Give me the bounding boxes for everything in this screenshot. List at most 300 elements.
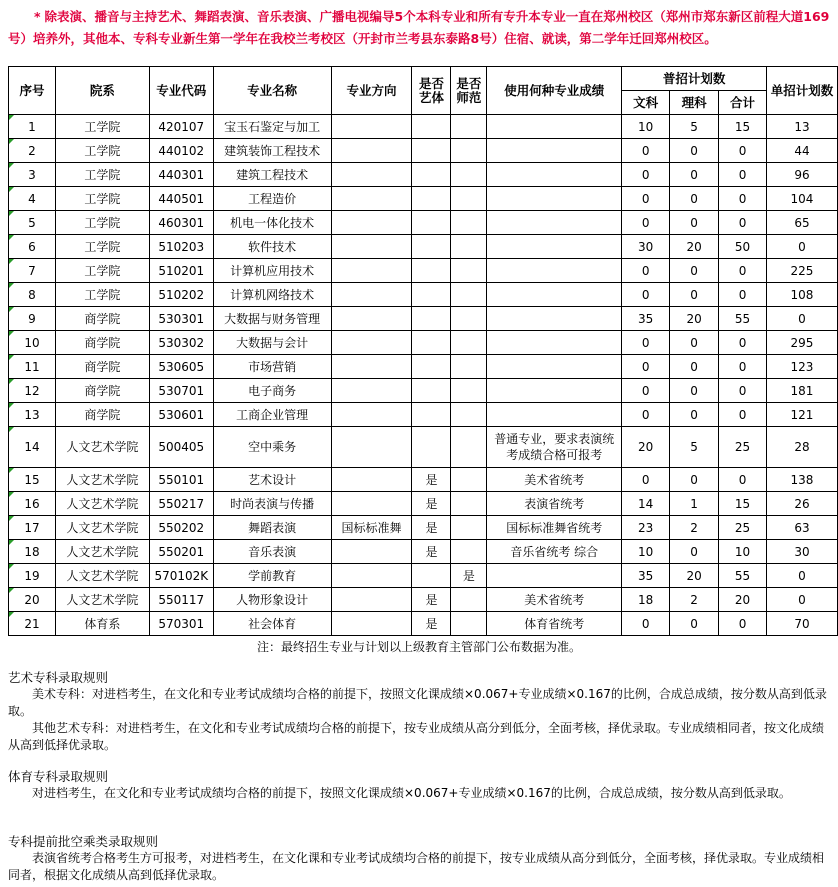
cell-total: 0 <box>719 468 767 492</box>
cell-code: 530302 <box>149 331 213 355</box>
cell-art <box>412 259 451 283</box>
table-row <box>9 588 838 612</box>
cell-science: 0 <box>670 540 719 564</box>
cell-science: 20 <box>670 307 719 331</box>
cell-code: 440301 <box>149 163 213 187</box>
table-row <box>9 235 838 259</box>
cell-art <box>412 139 451 163</box>
cell-score <box>487 307 622 331</box>
cell-name: 宝玉石鉴定与加工 <box>213 115 331 139</box>
header-is-normal: 是否师范 <box>451 67 487 115</box>
cell-score <box>487 403 622 427</box>
cell-code: 420107 <box>149 115 213 139</box>
table-row <box>9 139 838 163</box>
cell-science: 0 <box>670 379 719 403</box>
table-row <box>9 307 838 331</box>
cell-score <box>487 259 622 283</box>
cell-name: 时尚表演与传播 <box>213 492 331 516</box>
art-rules <box>8 669 830 754</box>
table-row <box>9 612 838 636</box>
cell-total: 0 <box>719 331 767 355</box>
cell-total: 0 <box>719 211 767 235</box>
cell-single: 0 <box>766 235 837 259</box>
cell-total: 50 <box>719 235 767 259</box>
notice-text: 除表演、播音与主持艺术、舞蹈表演、音乐表演、广播电视编导5个本科专业和所有专升本专业一直在郑州校区（郑州市郑东新区前程大道169号）培养外，其他本、专科专业新生第一学年在我校兰考校区（开封市兰考县东泰路8号）住宿、就读，第二学年迁回郑州校区。 <box>8 9 830 46</box>
flight-rules <box>8 833 830 884</box>
cell-single: 108 <box>766 283 837 307</box>
cell-normal <box>451 468 487 492</box>
cell-arts: 35 <box>622 564 670 588</box>
cell-score <box>487 235 622 259</box>
cell-normal <box>451 211 487 235</box>
table-row <box>9 379 838 403</box>
cell-art <box>412 115 451 139</box>
cell-normal: 是 <box>451 564 487 588</box>
cell-score: 普通专业，要求表演统考成绩合格可报考 <box>487 427 622 468</box>
cell-art <box>412 379 451 403</box>
cell-code: 510201 <box>149 259 213 283</box>
cell-single: 104 <box>766 187 837 211</box>
sport-rules-title: 体育专科录取规则 <box>8 769 109 784</box>
table-row <box>9 115 838 139</box>
cell-total: 0 <box>719 403 767 427</box>
cell-name: 大数据与会计 <box>213 331 331 355</box>
cell-score: 国标标准舞省统考 <box>487 516 622 540</box>
cell-code: 550101 <box>149 468 213 492</box>
campus-notice <box>8 6 830 50</box>
header-major-name: 专业名称 <box>213 67 331 115</box>
cell-single: 225 <box>766 259 837 283</box>
cell-direction <box>331 540 412 564</box>
cell-name: 计算机网络技术 <box>213 283 331 307</box>
cell-arts: 0 <box>622 259 670 283</box>
cell-arts: 10 <box>622 115 670 139</box>
cell-direction <box>331 259 412 283</box>
cell-name: 人物形象设计 <box>213 588 331 612</box>
cell-name: 工程造价 <box>213 187 331 211</box>
header-total: 合计 <box>719 91 767 115</box>
cell-name: 工商企业管理 <box>213 403 331 427</box>
cell-normal <box>451 403 487 427</box>
cell-total: 0 <box>719 259 767 283</box>
cell-single: 96 <box>766 163 837 187</box>
cell-direction <box>331 427 412 468</box>
cell-name: 舞蹈表演 <box>213 516 331 540</box>
cell-art: 是 <box>412 468 451 492</box>
cell-college: 工学院 <box>55 259 149 283</box>
art-rules-fine-arts: 美术专科：对进档考生，在文化和专业考试成绩均合格的前提下，按照文化课成绩×0.067+专业成绩×0.167的比例，合成总成绩，按分数从高到低录取。 <box>8 687 827 718</box>
cell-total: 15 <box>719 492 767 516</box>
cell-code: 550117 <box>149 588 213 612</box>
cell-score <box>487 331 622 355</box>
flight-rules-title: 专科提前批空乘类录取规则 <box>8 834 159 849</box>
cell-score <box>487 283 622 307</box>
cell-single: 0 <box>766 588 837 612</box>
header-score-type: 使用何种专业成绩 <box>487 67 622 115</box>
cell-arts: 30 <box>622 235 670 259</box>
cell-college: 商学院 <box>55 379 149 403</box>
cell-no: 13 <box>9 403 56 427</box>
cell-college: 人文艺术学院 <box>55 427 149 468</box>
cell-college: 体育系 <box>55 612 149 636</box>
cell-code: 550202 <box>149 516 213 540</box>
cell-single: 44 <box>766 139 837 163</box>
cell-arts: 0 <box>622 331 670 355</box>
cell-art <box>412 355 451 379</box>
art-rules-other: 其他艺术专科：对进档考生，在文化和专业考试成绩均合格的前提下，按专业成绩从高分到低分，全面考核，择优录取。专业成绩相同者，按文化成绩从高到低择优录取。 <box>8 721 825 752</box>
cell-single: 65 <box>766 211 837 235</box>
header-college: 院系 <box>55 67 149 115</box>
cell-name: 机电一体化技术 <box>213 211 331 235</box>
cell-no: 15 <box>9 468 56 492</box>
cell-normal <box>451 283 487 307</box>
cell-single: 0 <box>766 564 837 588</box>
cell-code: 440102 <box>149 139 213 163</box>
cell-college: 人文艺术学院 <box>55 564 149 588</box>
cell-single: 13 <box>766 115 837 139</box>
cell-name: 市场营销 <box>213 355 331 379</box>
cell-score <box>487 379 622 403</box>
table-row <box>9 540 838 564</box>
cell-single: 30 <box>766 540 837 564</box>
cell-science: 0 <box>670 187 719 211</box>
cell-normal <box>451 492 487 516</box>
cell-code: 510203 <box>149 235 213 259</box>
cell-arts: 0 <box>622 403 670 427</box>
cell-college: 商学院 <box>55 331 149 355</box>
cell-science: 0 <box>670 355 719 379</box>
cell-no: 3 <box>9 163 56 187</box>
cell-single: 138 <box>766 468 837 492</box>
cell-score: 体育省统考 <box>487 612 622 636</box>
cell-single: 295 <box>766 331 837 355</box>
cell-single: 181 <box>766 379 837 403</box>
cell-arts: 0 <box>622 355 670 379</box>
cell-normal <box>451 540 487 564</box>
cell-science: 0 <box>670 331 719 355</box>
sport-rules-text: 对进档考生，在文化和专业考试成绩均合格的前提下，按照文化课成绩×0.067+专业成绩×0.167的比例，合成总成绩，按分数从高到低录取。 <box>32 786 791 800</box>
cell-code: 550201 <box>149 540 213 564</box>
cell-direction <box>331 403 412 427</box>
cell-art: 是 <box>412 612 451 636</box>
cell-normal <box>451 139 487 163</box>
cell-science: 0 <box>670 468 719 492</box>
cell-science: 2 <box>670 516 719 540</box>
header-code: 专业代码 <box>149 67 213 115</box>
cell-college: 商学院 <box>55 355 149 379</box>
cell-normal <box>451 427 487 468</box>
cell-science: 20 <box>670 564 719 588</box>
cell-total: 15 <box>719 115 767 139</box>
cell-total: 0 <box>719 163 767 187</box>
cell-code: 530701 <box>149 379 213 403</box>
cell-art <box>412 403 451 427</box>
cell-no: 20 <box>9 588 56 612</box>
cell-score: 美术省统考 <box>487 468 622 492</box>
cell-direction <box>331 379 412 403</box>
table-row <box>9 492 838 516</box>
cell-arts: 0 <box>622 163 670 187</box>
cell-total: 25 <box>719 516 767 540</box>
cell-total: 20 <box>719 588 767 612</box>
cell-college: 人文艺术学院 <box>55 516 149 540</box>
cell-direction <box>331 211 412 235</box>
header-general-plan: 普招计划数 <box>622 67 767 91</box>
table-row <box>9 163 838 187</box>
cell-total: 0 <box>719 139 767 163</box>
cell-normal <box>451 331 487 355</box>
sport-rules <box>8 768 830 802</box>
cell-total: 0 <box>719 187 767 211</box>
cell-no: 8 <box>9 283 56 307</box>
table-row <box>9 427 838 468</box>
cell-total: 10 <box>719 540 767 564</box>
cell-code: 530601 <box>149 403 213 427</box>
cell-score <box>487 115 622 139</box>
cell-science: 0 <box>670 211 719 235</box>
cell-code: 530605 <box>149 355 213 379</box>
cell-arts: 0 <box>622 612 670 636</box>
cell-direction <box>331 564 412 588</box>
table-row <box>9 564 838 588</box>
cell-no: 18 <box>9 540 56 564</box>
cell-college: 人文艺术学院 <box>55 468 149 492</box>
cell-direction <box>331 283 412 307</box>
cell-science: 0 <box>670 163 719 187</box>
cell-art: 是 <box>412 492 451 516</box>
cell-art <box>412 331 451 355</box>
table-row <box>9 403 838 427</box>
cell-code: 510202 <box>149 283 213 307</box>
cell-score <box>487 355 622 379</box>
cell-college: 人文艺术学院 <box>55 492 149 516</box>
cell-single: 28 <box>766 427 837 468</box>
cell-no: 12 <box>9 379 56 403</box>
cell-direction <box>331 492 412 516</box>
cell-name: 建筑工程技术 <box>213 163 331 187</box>
cell-direction <box>331 331 412 355</box>
table-row <box>9 187 838 211</box>
cell-art: 是 <box>412 588 451 612</box>
header-single-plan: 单招计划数 <box>766 67 837 115</box>
cell-normal <box>451 307 487 331</box>
cell-name: 大数据与财务管理 <box>213 307 331 331</box>
cell-direction <box>331 163 412 187</box>
cell-arts: 23 <box>622 516 670 540</box>
cell-total: 0 <box>719 612 767 636</box>
cell-single: 121 <box>766 403 837 427</box>
flight-rules-text: 表演省统考合格考生方可报考，对进档考生，在文化课和专业考试成绩均合格的前提下，按专业成绩从高分到低分，全面考核，择优录取。专业成绩相同者，根据文化成绩从高到低择优录取。 <box>8 851 825 882</box>
cell-art <box>412 283 451 307</box>
cell-arts: 18 <box>622 588 670 612</box>
cell-no: 9 <box>9 307 56 331</box>
cell-arts: 0 <box>622 468 670 492</box>
cell-no: 7 <box>9 259 56 283</box>
cell-score: 表演省统考 <box>487 492 622 516</box>
cell-arts: 0 <box>622 187 670 211</box>
cell-art <box>412 187 451 211</box>
cell-science: 0 <box>670 403 719 427</box>
cell-code: 440501 <box>149 187 213 211</box>
header-arts: 文科 <box>622 91 670 115</box>
cell-code: 460301 <box>149 211 213 235</box>
cell-no: 11 <box>9 355 56 379</box>
cell-direction <box>331 612 412 636</box>
cell-art <box>412 564 451 588</box>
cell-score <box>487 187 622 211</box>
cell-arts: 35 <box>622 307 670 331</box>
cell-total: 0 <box>719 283 767 307</box>
cell-arts: 0 <box>622 283 670 307</box>
cell-total: 0 <box>719 379 767 403</box>
cell-direction <box>331 139 412 163</box>
cell-code: 550217 <box>149 492 213 516</box>
cell-art <box>412 427 451 468</box>
cell-name: 空中乘务 <box>213 427 331 468</box>
cell-college: 商学院 <box>55 307 149 331</box>
footnote: 注：最终招生专业与计划以上级教育主管部门公布数据为准。 <box>256 640 581 654</box>
table-row <box>9 516 838 540</box>
header-direction: 专业方向 <box>331 67 412 115</box>
cell-total: 55 <box>719 307 767 331</box>
cell-name: 音乐表演 <box>213 540 331 564</box>
cell-no: 19 <box>9 564 56 588</box>
cell-name: 软件技术 <box>213 235 331 259</box>
cell-art <box>412 235 451 259</box>
cell-direction <box>331 307 412 331</box>
cell-college: 人文艺术学院 <box>55 588 149 612</box>
cell-no: 21 <box>9 612 56 636</box>
cell-code: 530301 <box>149 307 213 331</box>
cell-normal <box>451 187 487 211</box>
cell-direction <box>331 187 412 211</box>
cell-direction <box>331 115 412 139</box>
cell-no: 2 <box>9 139 56 163</box>
cell-no: 1 <box>9 115 56 139</box>
table-row <box>9 355 838 379</box>
cell-art: 是 <box>412 540 451 564</box>
cell-direction <box>331 235 412 259</box>
header-is-art: 是否艺体 <box>412 67 451 115</box>
cell-score <box>487 211 622 235</box>
cell-single: 63 <box>766 516 837 540</box>
cell-science: 1 <box>670 492 719 516</box>
cell-code: 570301 <box>149 612 213 636</box>
cell-normal <box>451 516 487 540</box>
cell-no: 4 <box>9 187 56 211</box>
cell-score: 音乐省统考 综合 <box>487 540 622 564</box>
cell-college: 工学院 <box>55 211 149 235</box>
cell-science: 0 <box>670 612 719 636</box>
cell-total: 25 <box>719 427 767 468</box>
cell-art <box>412 211 451 235</box>
cell-art: 是 <box>412 516 451 540</box>
cell-college: 工学院 <box>55 139 149 163</box>
cell-no: 16 <box>9 492 56 516</box>
cell-name: 艺术设计 <box>213 468 331 492</box>
cell-direction <box>331 588 412 612</box>
cell-single: 0 <box>766 307 837 331</box>
cell-direction: 国标标准舞 <box>331 516 412 540</box>
cell-name: 计算机应用技术 <box>213 259 331 283</box>
table-row <box>9 283 838 307</box>
cell-normal <box>451 355 487 379</box>
cell-score <box>487 163 622 187</box>
cell-no: 14 <box>9 427 56 468</box>
cell-normal <box>451 612 487 636</box>
cell-code: 570102K <box>149 564 213 588</box>
cell-art <box>412 163 451 187</box>
cell-college: 工学院 <box>55 187 149 211</box>
cell-normal <box>451 259 487 283</box>
cell-name: 电子商务 <box>213 379 331 403</box>
cell-score: 美术省统考 <box>487 588 622 612</box>
cell-normal <box>451 235 487 259</box>
cell-name: 学前教育 <box>213 564 331 588</box>
enrollment-plan-table <box>8 66 838 636</box>
table-row <box>9 468 838 492</box>
cell-art <box>412 307 451 331</box>
cell-single: 70 <box>766 612 837 636</box>
cell-science: 0 <box>670 139 719 163</box>
cell-arts: 0 <box>622 139 670 163</box>
header-no: 序号 <box>9 67 56 115</box>
art-rules-title: 艺术专科录取规则 <box>8 670 109 685</box>
cell-college: 工学院 <box>55 163 149 187</box>
cell-college: 工学院 <box>55 235 149 259</box>
cell-science: 0 <box>670 283 719 307</box>
cell-no: 5 <box>9 211 56 235</box>
cell-arts: 20 <box>622 427 670 468</box>
cell-normal <box>451 163 487 187</box>
cell-science: 5 <box>670 427 719 468</box>
cell-single: 123 <box>766 355 837 379</box>
cell-no: 6 <box>9 235 56 259</box>
notice-star: * <box>34 9 41 24</box>
cell-score <box>487 564 622 588</box>
cell-normal <box>451 379 487 403</box>
cell-science: 2 <box>670 588 719 612</box>
cell-total: 0 <box>719 355 767 379</box>
cell-code: 500405 <box>149 427 213 468</box>
cell-science: 0 <box>670 259 719 283</box>
cell-total: 55 <box>719 564 767 588</box>
table-row <box>9 259 838 283</box>
cell-arts: 0 <box>622 379 670 403</box>
cell-score <box>487 139 622 163</box>
cell-college: 人文艺术学院 <box>55 540 149 564</box>
table-body <box>9 115 838 636</box>
header-science: 理科 <box>670 91 719 115</box>
table-row <box>9 211 838 235</box>
cell-direction <box>331 468 412 492</box>
cell-normal <box>451 588 487 612</box>
cell-arts: 10 <box>622 540 670 564</box>
cell-no: 10 <box>9 331 56 355</box>
cell-college: 商学院 <box>55 403 149 427</box>
cell-science: 5 <box>670 115 719 139</box>
cell-arts: 0 <box>622 211 670 235</box>
table-row <box>9 331 838 355</box>
cell-single: 26 <box>766 492 837 516</box>
cell-no: 17 <box>9 516 56 540</box>
cell-direction <box>331 355 412 379</box>
cell-name: 建筑装饰工程技术 <box>213 139 331 163</box>
cell-college: 工学院 <box>55 283 149 307</box>
cell-name: 社会体育 <box>213 612 331 636</box>
cell-normal <box>451 115 487 139</box>
cell-college: 工学院 <box>55 115 149 139</box>
